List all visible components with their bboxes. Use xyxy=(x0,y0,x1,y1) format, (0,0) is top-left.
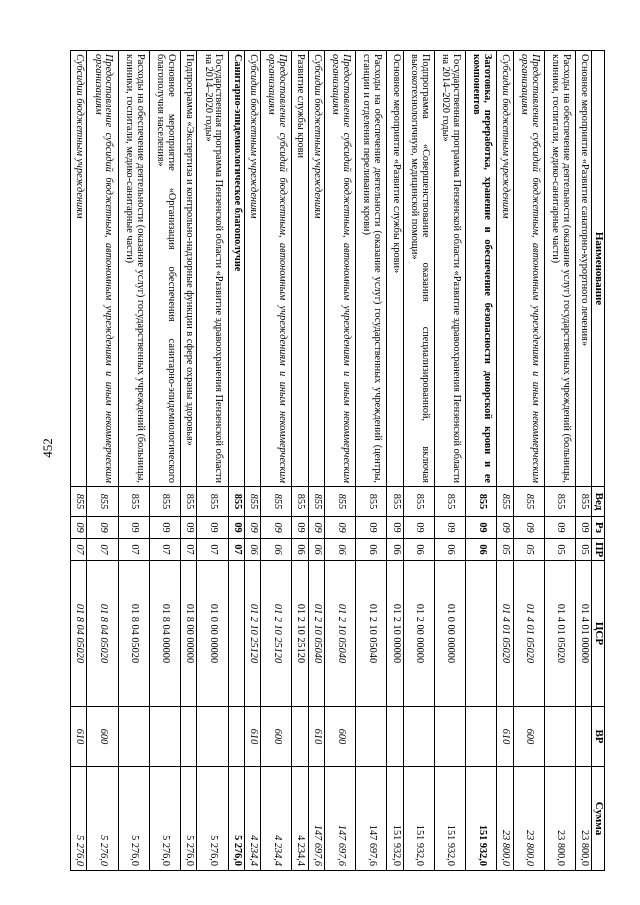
cell-rz: 09 xyxy=(308,517,324,539)
cell-pr: 06 xyxy=(387,539,403,561)
cell-ved: 855 xyxy=(576,487,592,517)
header-sum: Сумма xyxy=(592,767,605,871)
cell-ved: 855 xyxy=(261,487,292,517)
cell-vr xyxy=(181,707,197,767)
cell-ved: 855 xyxy=(466,487,497,517)
cell-rz: 09 xyxy=(434,517,465,539)
cell-pr: 05 xyxy=(497,539,513,561)
cell-rz: 09 xyxy=(244,517,260,539)
cell-csr: 01 0 00 00000 xyxy=(197,561,228,707)
cell-ved: 855 xyxy=(118,487,149,517)
cell-vr: 600 xyxy=(261,707,292,767)
cell-name: Санитарно-эпидемиологическое благополучие xyxy=(228,51,244,487)
cell-vr xyxy=(356,707,387,767)
cell-name: Заготовка, переработка, хранение и обеспечение безопасности донорской крови и ее компонентов xyxy=(466,51,497,487)
cell-sum: 5 276,0 xyxy=(118,767,149,871)
cell-pr: 06 xyxy=(403,539,434,561)
cell-rz: 09 xyxy=(87,517,118,539)
cell-csr: 01 2 10 25120 xyxy=(292,561,308,707)
cell-ved: 855 xyxy=(149,487,180,517)
cell-csr: 01 2 10 05040 xyxy=(308,561,324,707)
cell-csr: 01 2 10 00000 xyxy=(387,561,403,707)
table-row xyxy=(576,51,592,871)
table-row xyxy=(149,51,180,871)
cell-rz: 09 xyxy=(261,517,292,539)
cell-csr: 01 2 10 05040 xyxy=(325,561,356,707)
cell-vr: 600 xyxy=(325,707,356,767)
cell-csr: 01 4 01 05020 xyxy=(513,561,544,707)
table-row xyxy=(356,51,387,871)
table-row xyxy=(387,51,403,871)
table-row xyxy=(292,51,308,871)
cell-pr: 07 xyxy=(87,539,118,561)
cell-csr: 01 8 04 05020 xyxy=(118,561,149,707)
cell-vr xyxy=(149,707,180,767)
cell-ved: 855 xyxy=(87,487,118,517)
cell-pr: 06 xyxy=(434,539,465,561)
cell-vr xyxy=(387,707,403,767)
header-vr: ВР xyxy=(592,707,605,767)
table-row xyxy=(181,51,197,871)
cell-pr: 07 xyxy=(197,539,228,561)
cell-sum: 4 234,4 xyxy=(292,767,308,871)
cell-name: Субсидии бюджетным учреждениям xyxy=(308,51,324,487)
cell-rz: 09 xyxy=(228,517,244,539)
cell-rz: 09 xyxy=(544,517,575,539)
cell-pr: 06 xyxy=(325,539,356,561)
cell-vr xyxy=(292,707,308,767)
budget-table-sheet xyxy=(70,50,605,870)
table-row xyxy=(497,51,513,871)
cell-csr: 01 2 10 25120 xyxy=(261,561,292,707)
cell-ved: 855 xyxy=(497,487,513,517)
cell-rz: 09 xyxy=(497,517,513,539)
cell-ved: 855 xyxy=(356,487,387,517)
cell-vr xyxy=(118,707,149,767)
cell-sum: 147 697,6 xyxy=(356,767,387,871)
cell-name: Субсидии бюджетным учреждениям xyxy=(244,51,260,487)
cell-pr: 06 xyxy=(261,539,292,561)
cell-vr xyxy=(403,707,434,767)
table-row xyxy=(308,51,324,871)
cell-pr: 05 xyxy=(544,539,575,561)
cell-csr: 01 8 04 00000 xyxy=(149,561,180,707)
cell-pr: 06 xyxy=(466,539,497,561)
cell-rz: 09 xyxy=(118,517,149,539)
cell-sum: 23 800,0 xyxy=(544,767,575,871)
cell-csr: 01 0 00 00000 xyxy=(434,561,465,707)
cell-name: Предоставление субсидий бюджетным, автономным учреждениям и иным некоммерческим организациям xyxy=(513,51,544,487)
cell-pr: 07 xyxy=(71,539,87,561)
cell-name: Подпрограмма «Экспертиза и контрольно-надзорные функции в сфере охраны здоровья» xyxy=(181,51,197,487)
cell-sum: 4 234,4 xyxy=(261,767,292,871)
cell-rz: 09 xyxy=(403,517,434,539)
cell-name: Расходы на обеспечение деятельности (оказание услуг) государственных учреждений (центры, станции и отделения переливания крови) xyxy=(356,51,387,487)
table-row xyxy=(325,51,356,871)
cell-pr: 05 xyxy=(513,539,544,561)
cell-ved: 855 xyxy=(292,487,308,517)
cell-csr: 01 8 04 05020 xyxy=(87,561,118,707)
table-row xyxy=(466,51,497,871)
cell-pr: 06 xyxy=(292,539,308,561)
cell-name: Субсидии бюджетным учреждениям xyxy=(497,51,513,487)
cell-csr: 01 8 04 05020 xyxy=(71,561,87,707)
header-ved: Вед xyxy=(592,487,605,517)
cell-pr: 06 xyxy=(356,539,387,561)
cell-ved: 855 xyxy=(387,487,403,517)
cell-ved: 855 xyxy=(513,487,544,517)
cell-pr: 06 xyxy=(244,539,260,561)
cell-name: Основное мероприятие «Развитие санаторно-курортного лечения» xyxy=(576,51,592,487)
cell-ved: 855 xyxy=(71,487,87,517)
cell-pr: 07 xyxy=(181,539,197,561)
cell-csr: 01 4 01 00000 xyxy=(576,561,592,707)
cell-ved: 855 xyxy=(181,487,197,517)
table-row xyxy=(197,51,228,871)
table-row xyxy=(244,51,260,871)
cell-ved: 855 xyxy=(434,487,465,517)
cell-vr: 600 xyxy=(513,707,544,767)
cell-sum: 5 276,0 xyxy=(181,767,197,871)
cell-pr: 07 xyxy=(228,539,244,561)
cell-pr: 07 xyxy=(118,539,149,561)
header-name: Наименование xyxy=(592,51,605,487)
table-header-row xyxy=(592,51,605,871)
cell-pr: 06 xyxy=(308,539,324,561)
cell-csr xyxy=(228,561,244,707)
cell-pr: 05 xyxy=(576,539,592,561)
cell-vr: 610 xyxy=(308,707,324,767)
cell-vr xyxy=(466,707,497,767)
cell-rz: 09 xyxy=(292,517,308,539)
cell-vr xyxy=(576,707,592,767)
cell-sum: 4 234,4 xyxy=(244,767,260,871)
cell-name: Предоставление субсидий бюджетным, автономным учреждениям и иным некоммерческим организациям xyxy=(261,51,292,487)
cell-sum: 5 276,0 xyxy=(149,767,180,871)
cell-name: Подпрограмма «Совершенствование оказания специализированной, включая высокотехнологичную, медицинской помощи» xyxy=(403,51,434,487)
cell-sum: 151 932,0 xyxy=(403,767,434,871)
cell-name: Развитие службы крови xyxy=(292,51,308,487)
cell-name: Государственная программа Пензенской области «Развитие здравоохранения Пензенской области на 2014–2020 годы» xyxy=(434,51,465,487)
cell-vr xyxy=(228,707,244,767)
cell-csr: 01 8 00 00000 xyxy=(181,561,197,707)
cell-name: Предоставление субсидий бюджетным, автономным учреждениям и иным некоммерческим организациям xyxy=(87,51,118,487)
cell-vr: 610 xyxy=(497,707,513,767)
cell-ved: 855 xyxy=(308,487,324,517)
cell-sum: 23 800,0 xyxy=(497,767,513,871)
cell-rz: 09 xyxy=(466,517,497,539)
cell-rz: 09 xyxy=(576,517,592,539)
cell-ved: 855 xyxy=(325,487,356,517)
cell-rz: 09 xyxy=(513,517,544,539)
cell-rz: 09 xyxy=(71,517,87,539)
cell-vr: 610 xyxy=(244,707,260,767)
cell-name: Основное мероприятие «Развитие службы крови» xyxy=(387,51,403,487)
header-rz: Рз xyxy=(592,517,605,539)
cell-sum: 23 800,0 xyxy=(513,767,544,871)
cell-vr: 610 xyxy=(71,707,87,767)
cell-sum: 23 800,0 xyxy=(576,767,592,871)
table-row xyxy=(544,51,575,871)
cell-vr xyxy=(544,707,575,767)
cell-csr: 01 2 10 05040 xyxy=(356,561,387,707)
cell-rz: 09 xyxy=(181,517,197,539)
cell-sum: 5 276,0 xyxy=(197,767,228,871)
cell-name: Предоставление субсидий бюджетным, автономным учреждениям и иным некоммерческим организациям xyxy=(325,51,356,487)
cell-rz: 09 xyxy=(325,517,356,539)
cell-csr: 01 4 01 05020 xyxy=(544,561,575,707)
cell-sum: 151 932,0 xyxy=(466,767,497,871)
table-row xyxy=(513,51,544,871)
table-row xyxy=(228,51,244,871)
cell-ved: 855 xyxy=(228,487,244,517)
cell-name: Расходы на обеспечение деятельности (оказание услуг) государственных учреждений (больницы, клиники, госпитали, медико-санитарные части) xyxy=(118,51,149,487)
cell-ved: 855 xyxy=(244,487,260,517)
table-row xyxy=(71,51,87,871)
cell-rz: 09 xyxy=(149,517,180,539)
cell-ved: 855 xyxy=(544,487,575,517)
cell-csr xyxy=(466,561,497,707)
cell-csr: 01 2 10 25120 xyxy=(244,561,260,707)
cell-ved: 855 xyxy=(403,487,434,517)
cell-sum: 147 697,6 xyxy=(325,767,356,871)
table-row xyxy=(434,51,465,871)
table-row xyxy=(403,51,434,871)
cell-vr xyxy=(197,707,228,767)
header-csr: ЦСР xyxy=(592,561,605,707)
cell-sum: 151 932,0 xyxy=(434,767,465,871)
cell-name: Субсидии бюджетным учреждениям xyxy=(71,51,87,487)
table-row xyxy=(261,51,292,871)
cell-vr xyxy=(434,707,465,767)
header-pr: ПР xyxy=(592,539,605,561)
cell-csr: 01 2 00 00000 xyxy=(403,561,434,707)
table-row xyxy=(118,51,149,871)
cell-ved: 855 xyxy=(197,487,228,517)
cell-name: Основное мероприятие «Организация обеспечения санитарно-эпидемиологического благополучия населения» xyxy=(149,51,180,487)
page-number: 452 xyxy=(40,438,55,458)
cell-rz: 09 xyxy=(387,517,403,539)
cell-csr: 01 4 01 05020 xyxy=(497,561,513,707)
cell-sum: 5 276,0 xyxy=(228,767,244,871)
cell-name: Расходы на обеспечение деятельности (оказание услуг) государственных учреждений (больницы, клиники, госпитали, медико-санитарные части) xyxy=(544,51,575,487)
table-row xyxy=(87,51,118,871)
cell-name: Государственная программа Пензенской области «Развитие здравоохранения Пензенской области на 2014–2020 годы» xyxy=(197,51,228,487)
cell-rz: 09 xyxy=(356,517,387,539)
cell-rz: 09 xyxy=(197,517,228,539)
cell-sum: 5 276,0 xyxy=(71,767,87,871)
cell-pr: 07 xyxy=(149,539,180,561)
cell-vr: 600 xyxy=(87,707,118,767)
cell-sum: 5 276,0 xyxy=(87,767,118,871)
budget-table xyxy=(70,50,605,871)
cell-sum: 147 697,6 xyxy=(308,767,324,871)
cell-sum: 151 932,0 xyxy=(387,767,403,871)
